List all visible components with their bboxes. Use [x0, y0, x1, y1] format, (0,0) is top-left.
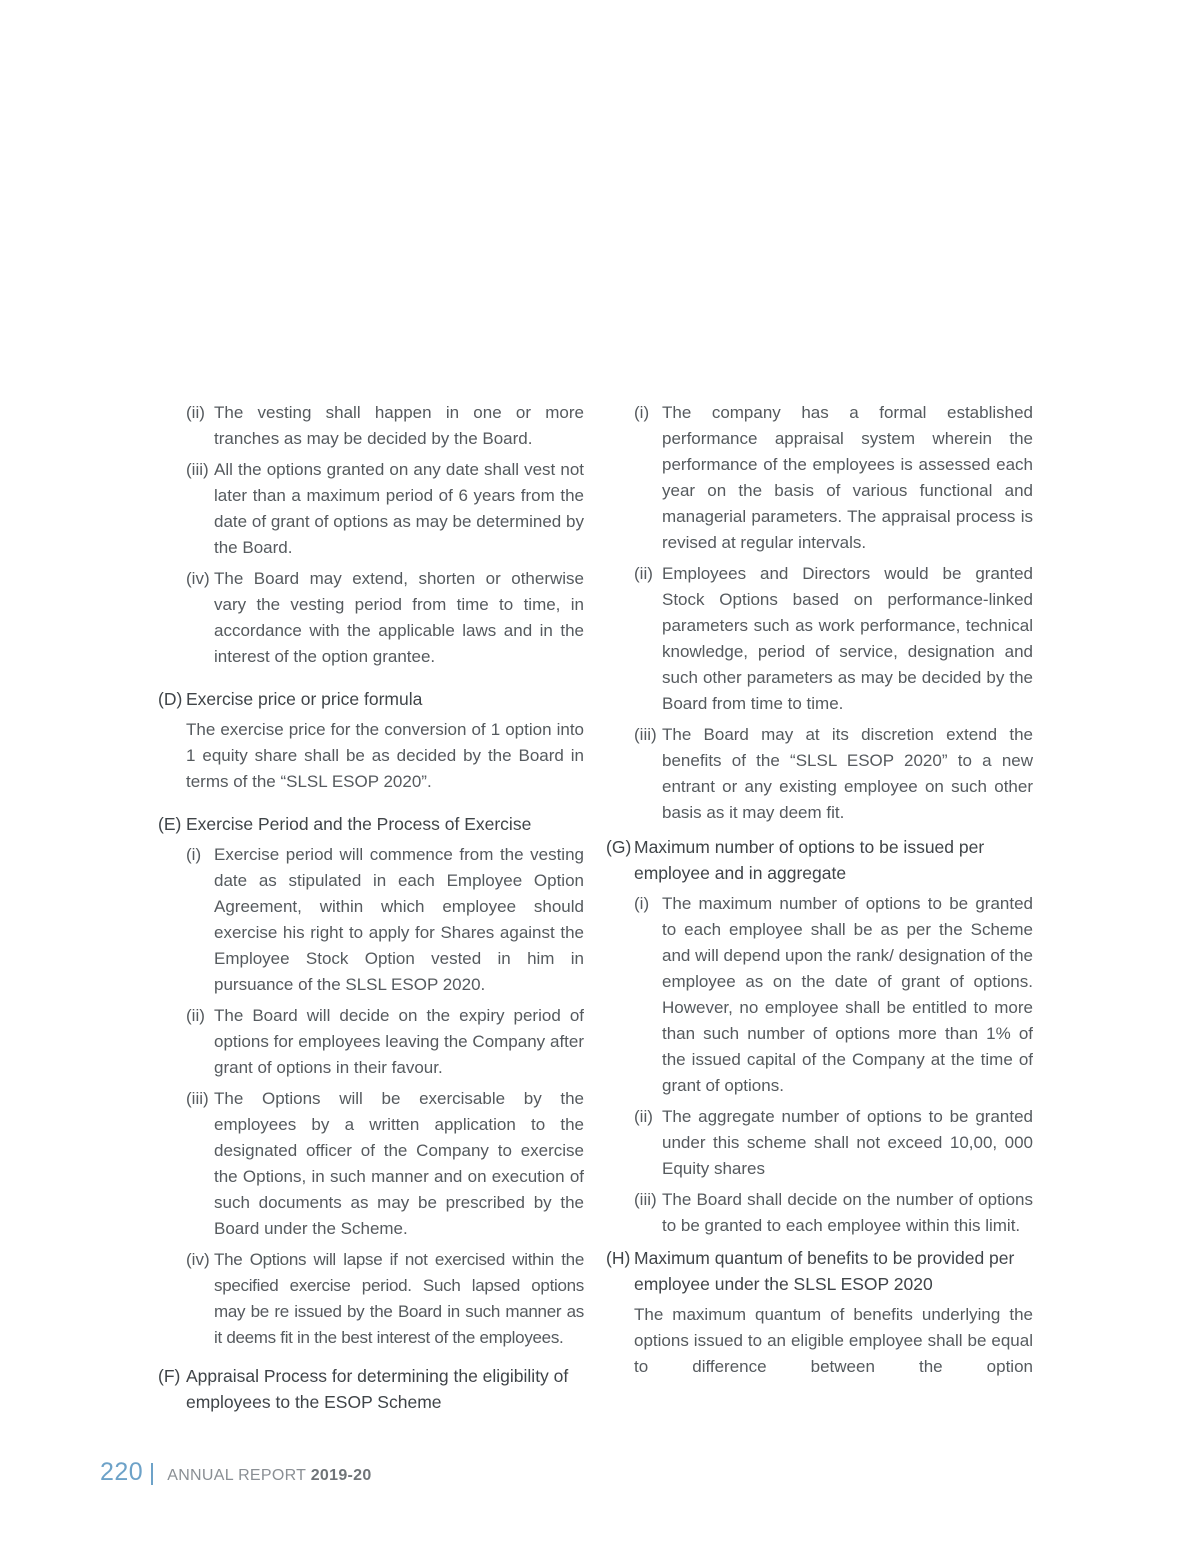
report-label: ANNUAL REPORT [167, 1467, 306, 1484]
section-label: (G) [606, 837, 632, 857]
list-item-number: (i) [186, 845, 202, 864]
list-item-text: The Options will be exercisable by the employees by a written application to the designated officer of the Company to exercise the Options, in such manner and on execution of such documents as may be prescribed by the Board under the Scheme. [214, 1089, 584, 1238]
section-d-body: The exercise price for the conversion of 1 option into 1 equity share shall be as decided by the Board in terms of the “SLSL ESOP 2020”. [186, 720, 584, 791]
list-item [186, 1247, 584, 1351]
footer-divider [151, 1463, 153, 1485]
left-column [158, 400, 584, 1420]
list-item-text: The aggregate number of options to be granted under this scheme shall not exceed 10,00, 000 Equity shares [662, 1107, 1033, 1178]
list-item [634, 891, 1033, 1099]
section-label: (D) [158, 689, 183, 709]
section-title: Exercise price or price formula [186, 689, 423, 709]
list-item-text: The Options will lapse if not exercised within the specified exercise period. Such lapsed options may be re issued by the Board in such manner as it deems fit in the best interest of the employees. [214, 1250, 584, 1347]
section-label: (H) [606, 1248, 631, 1268]
list-item-number: (iii) [186, 460, 209, 479]
list-item-number: (iv) [186, 1250, 210, 1269]
list-item-text: All the options granted on any date shall vest not later than a maximum period of 6 years from the date of grant of options as may be determined by the Board. [214, 460, 584, 557]
report-title [167, 1467, 371, 1485]
list-item [186, 457, 584, 561]
list-item [634, 1187, 1033, 1239]
section-title: Maximum quantum of benefits to be provided per employee under the SLSL ESOP 2020 [634, 1248, 1015, 1294]
section-title: Exercise Period and the Process of Exercise [186, 814, 532, 834]
list-item [186, 1003, 584, 1081]
section-label: (F) [158, 1366, 181, 1386]
list-item-text: The Board may extend, shorten or otherwise vary the vesting period from time to time, in accordance with the applicable laws and in the interest of the option grantee. [214, 569, 584, 666]
list-item-number: (ii) [634, 1107, 653, 1126]
right-column [606, 400, 1033, 1388]
list-item [186, 842, 584, 998]
section-heading-e [158, 811, 584, 837]
section-heading-g [606, 834, 1033, 886]
list-item-number: (iv) [186, 569, 210, 588]
list-item [634, 561, 1033, 717]
list-item-text: The Board shall decide on the number of options to be granted to each employee within this limit. [662, 1190, 1033, 1235]
list-item-number: (ii) [634, 564, 653, 583]
list-item-text: Exercise period will commence from the vesting date as stipulated in each Employee Option Agreement, within which employee should exercise his right to apply for Shares against the Employee Stock Option vested in him in pursuance of the SLSL ESOP 2020. [214, 845, 584, 994]
list-item-number: (iii) [186, 1089, 209, 1108]
list-item [186, 566, 584, 670]
list-item [634, 1104, 1033, 1182]
section-title: Appraisal Process for determining the eligibility of employees to the ESOP Scheme [186, 1366, 569, 1412]
appraisal-list [634, 400, 1033, 826]
section-title: Maximum number of options to be issued per employee and in aggregate [634, 837, 985, 883]
list-item-number: (ii) [186, 1006, 205, 1025]
list-item-text: The maximum number of options to be granted to each employee shall be as per the Scheme and will depend upon the rank/ designation of the employee as on the date of grant of options. However, no employee shall be entitled to more than such number of options more than 1% of the issued capital of the Company at the time of grant of options. [662, 894, 1033, 1095]
options-list [634, 891, 1033, 1239]
list-item-text: Employees and Directors would be granted Stock Options based on performance-linked parameters such as work performance, technical knowledge, period of service, designation and such other parameters as may be decided by the Board from time to time. [662, 564, 1033, 713]
exercise-list [186, 842, 584, 1351]
list-item-text: The Board will decide on the expiry period of options for employees leaving the Company after grant of options in their favour. [214, 1006, 584, 1077]
section-heading-h [606, 1245, 1033, 1297]
list-item-number: (ii) [186, 403, 205, 422]
list-item [634, 400, 1033, 556]
page-footer [100, 1458, 372, 1490]
report-year: 2019-20 [310, 1467, 372, 1484]
section-heading-d [158, 686, 584, 712]
list-item-number: (iii) [634, 725, 657, 744]
vesting-list [186, 400, 584, 670]
list-item-number: (i) [634, 403, 650, 422]
list-item [634, 722, 1033, 826]
section-h-body: The maximum quantum of benefits underlying the options issued to an eligible employee shall be equal to difference between the option [634, 1305, 1033, 1376]
list-item-text: The company has a formal established performance appraisal system wherein the performance of the employees is assessed each year on the basis of various functional and managerial parameters. The appraisal process is revised at regular intervals. [662, 403, 1033, 552]
list-item-number: (i) [634, 894, 650, 913]
list-item-number: (iii) [634, 1190, 657, 1209]
page-number: 220 [100, 1458, 144, 1486]
list-item [186, 400, 584, 452]
section-label: (E) [158, 814, 182, 834]
list-item-text: The Board may at its discretion extend the benefits of the “SLSL ESOP 2020” to a new entrant or any existing employee on such other basis as it may deem fit. [662, 725, 1033, 822]
list-item-text: The vesting shall happen in one or more tranches as may be decided by the Board. [214, 403, 584, 448]
section-heading-f [158, 1363, 584, 1415]
list-item [186, 1086, 584, 1242]
